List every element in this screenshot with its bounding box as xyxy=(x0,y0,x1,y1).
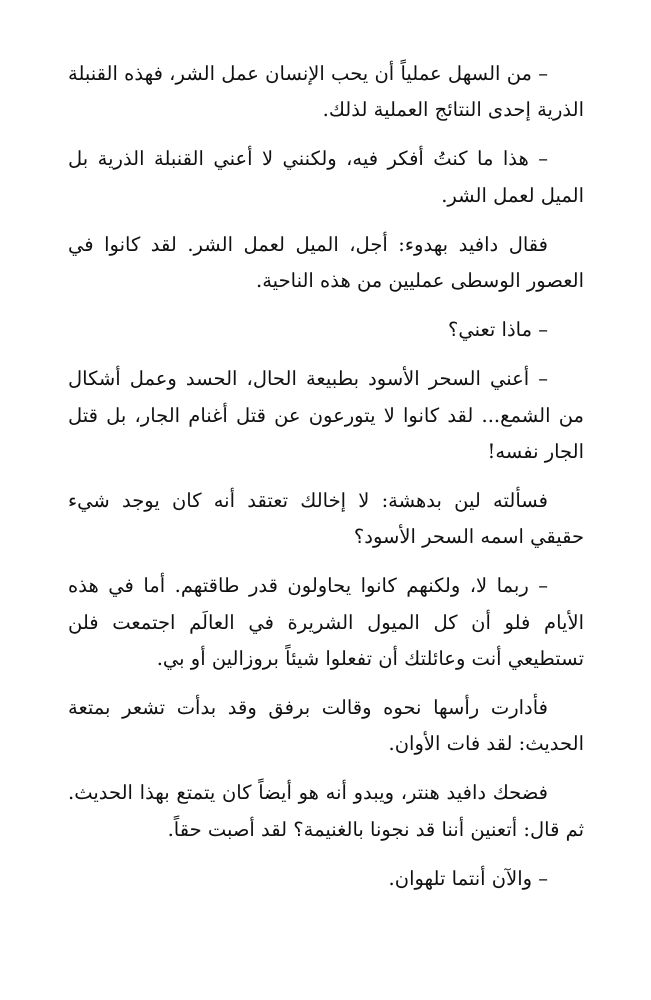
paragraph: – من السهل عملياً أن يحب الإنسان عمل الشر، فهذه القنبلة الذرية إحدى النتائج العملية لذلك. xyxy=(68,62,584,122)
paragraph: فقال دافيد بهدوء: أجل، الميل لعمل الشر. لقد كانوا في العصور الوسطى عمليين من هذه الناحية. xyxy=(68,232,584,293)
paragraph: فسألته لين بدهشة: لا إخالك تعتقد أنه كان يوجد شيء حقيقي اسمه السحر الأسود؟ xyxy=(68,489,584,549)
paragraph: – هذا ما كنتُ أفكر فيه، ولكنني لا أعني القنبلة الذرية بل الميل لعمل الشر. xyxy=(68,147,584,207)
paragraph: – أعني السحر الأسود بطبيعة الحال، الحسد وعمل أشكال من الشمع... لقد كانوا لا يتورعون عن قتل أغنام الجار، بل قتل الجار نفسه! xyxy=(68,367,584,463)
paragraph: – ربما لا، ولكنهم كانوا يحاولون قدر طاقتهم. أما في هذه الأيام فلو أن كل الميول الشريرة في العالَم اجتمعت فلن تستطيعي أنت وعائلتك أن تفعلوا شيئاً بروزالين أو بي. xyxy=(68,574,584,670)
paragraph: – ماذا تعني؟ xyxy=(448,318,548,342)
paragraph: فضحك دافيد هنتر، ويبدو أنه هو أيضاً كان يتمتع بهذا الحديث. ثم قال: أتعنين أننا قد نجونا بالغنيمة؟ لقد أصبت حقاً. xyxy=(68,781,584,841)
paragraph: فأدارت رأسها نحوه وقالت برفق وقد بدأت تشعر بمتعة الحديث: لقد فات الأوان. xyxy=(68,696,584,756)
book-page xyxy=(68,56,584,897)
paragraph: – والآن أنتما تلهوان. xyxy=(388,866,548,890)
